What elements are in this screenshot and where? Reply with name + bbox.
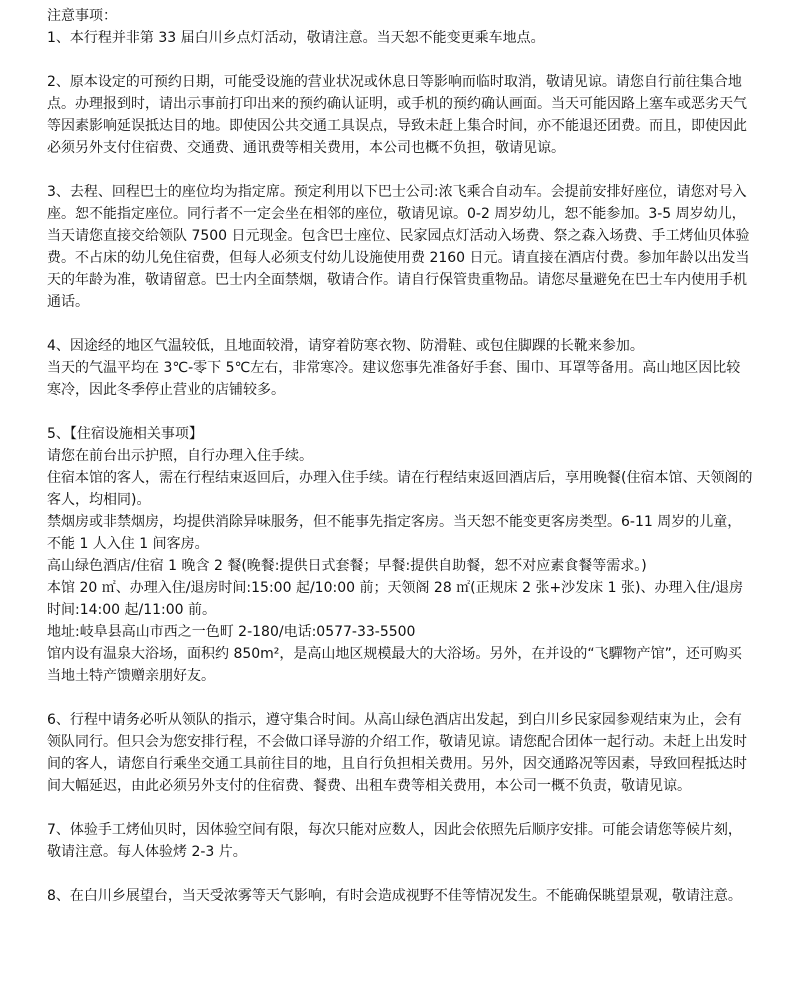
notice-1 [47, 27, 753, 49]
notice-5-onsen: 馆内设有温泉大浴场，面积约 850m²，是高山地区规模最大的大浴场。另外，在并设的“飞驒物产馆”，还可购买当地土特产馈赠亲朋好友。 [47, 646, 742, 684]
notice-2 [47, 71, 753, 159]
notice-6 [47, 709, 753, 797]
notice-5-hotel: 高山绿色酒店/住宿 1 晚含 2 餐(晚餐:提供日式套餐；早餐:提供自助餐，恕不对应素食餐等需求。) [47, 558, 647, 574]
notice-3 [47, 181, 753, 313]
notice-8-text: 8、在白川乡展望台，当天受浓雾等天气影响，有时会造成视野不佳等情况发生。不能确保眺望景观，敬请注意。 [47, 888, 742, 904]
notice-3-text: 3、去程、回程巴士的座位均为指定席。预定利用以下巴士公司:浓飞乘合自动车。会提前安排好座位，请您对号入座。恕不能指定座位。同行者不一定会坐在相邻的座位，敬请见谅。0-2 周岁幼儿，恕不能参加。3-5 周岁幼儿，当天请您直接交给领队 7500 日元现金。包含巴士座位、民家园点灯活动入场费、祭之森入场费、手工烤仙贝体验费。不占床的幼儿免住宿费，但每人必须支付幼儿设施使用费 2160 日元。请直接在酒店付费。参加年龄以出发当天的年龄为准，敬请留意。巴士内全面禁烟，敬请合作。请自行保管贵重物品。请您尽量避免在巴士车内使用手机通话。 [47, 184, 750, 310]
notice-5-room-times: 本馆 20 ㎡、办理入住/退房时间:15:00 起/10:00 前；天领阁 28 ㎡(正规床 2 张+沙发床 1 张)、办理入住/退房时间:14:00 起/11:00 前。 [47, 580, 744, 618]
notice-4 [47, 335, 753, 401]
notice-7-text: 7、体验手工烤仙贝时，因体验空间有限，每次只能对应数人，因此会依照先后顺序安排。可能会请您等候片刻，敬请注意。每人体验烤 2-3 片。 [47, 822, 742, 860]
notice-6-text: 6、行程中请务必听从领队的指示，遵守集合时间。从高山绿色酒店出发起，到白川乡民家园参观结束为止，会有领队同行。但只会为您安排行程，不会做口译导游的介绍工作，敬请见谅。请您配合团体一起行动。未赶上出发时间的客人，请您自行乘坐交通工具前往目的地，且自行负担相关费用。另外，因交通路况等因素，导致回程抵达时间大幅延迟，由此必须另外支付的住宿费、餐费、出租车费等相关费用，本公司一概不负责，敬请见谅。 [47, 712, 747, 794]
notice-4-temperature: 当天的气温平均在 3℃-零下 5℃左右，非常寒冷。建议您事先准备好手套、围巾、耳罩等备用。高山地区因比较寒冷，因此冬季停止营业的店铺较多。 [47, 360, 741, 398]
document-heading: 注意事项： [47, 8, 117, 24]
notice-5-address: 地址:岐阜县高山市西之一色町 2-180/电话:0577-33-5500 [47, 624, 416, 640]
notice-8 [47, 885, 753, 907]
notice-4-text: 4、因途经的地区气温较低，且地面较滑，请穿着防寒衣物、防滑鞋、或包住脚踝的长靴来参加。 [47, 338, 644, 354]
notice-2-text: 2、原本设定的可预约日期，可能受设施的营业状况或休息日等影响而临时取消，敬请见谅。请您自行前往集合地点。办理报到时，请出示事前打印出来的预约确认证明，或手机的预约确认画面。当天可能因路上塞车或恶劣天气等因素影响延误抵达目的地。即使因公共交通工具误点，导致未赶上集合时间，亦不能退还团费。而且，即使因此必须另外支付住宿费、交通费、通讯费等相关费用，本公司也概不负担，敬请见谅。 [47, 74, 747, 156]
notice-5-passport: 请您在前台出示护照，自行办理入住手续。 [47, 448, 313, 464]
notice-1-text: 1、本行程并非第 33 届白川乡点灯活动，敬请注意。当天恕不能变更乘车地点。 [47, 30, 545, 46]
notice-5-rooms: 禁烟房或非禁烟房，均提供消除异味服务，但不能事先指定客房。当天恕不能变更客房类型。6-11 周岁的儿童，不能 1 人入住 1 间客房。 [47, 514, 742, 552]
notice-7 [47, 819, 753, 863]
notice-5 [47, 423, 753, 687]
notice-5-title: 5、【住宿设施相关事项】 [47, 426, 203, 442]
notice-5-checkin: 住宿本馆的客人，需在行程结束返回后，办理入住手续。请在行程结束返回酒店后，享用晚餐(住宿本馆、天领阁的客人，均相同)。 [47, 470, 753, 508]
